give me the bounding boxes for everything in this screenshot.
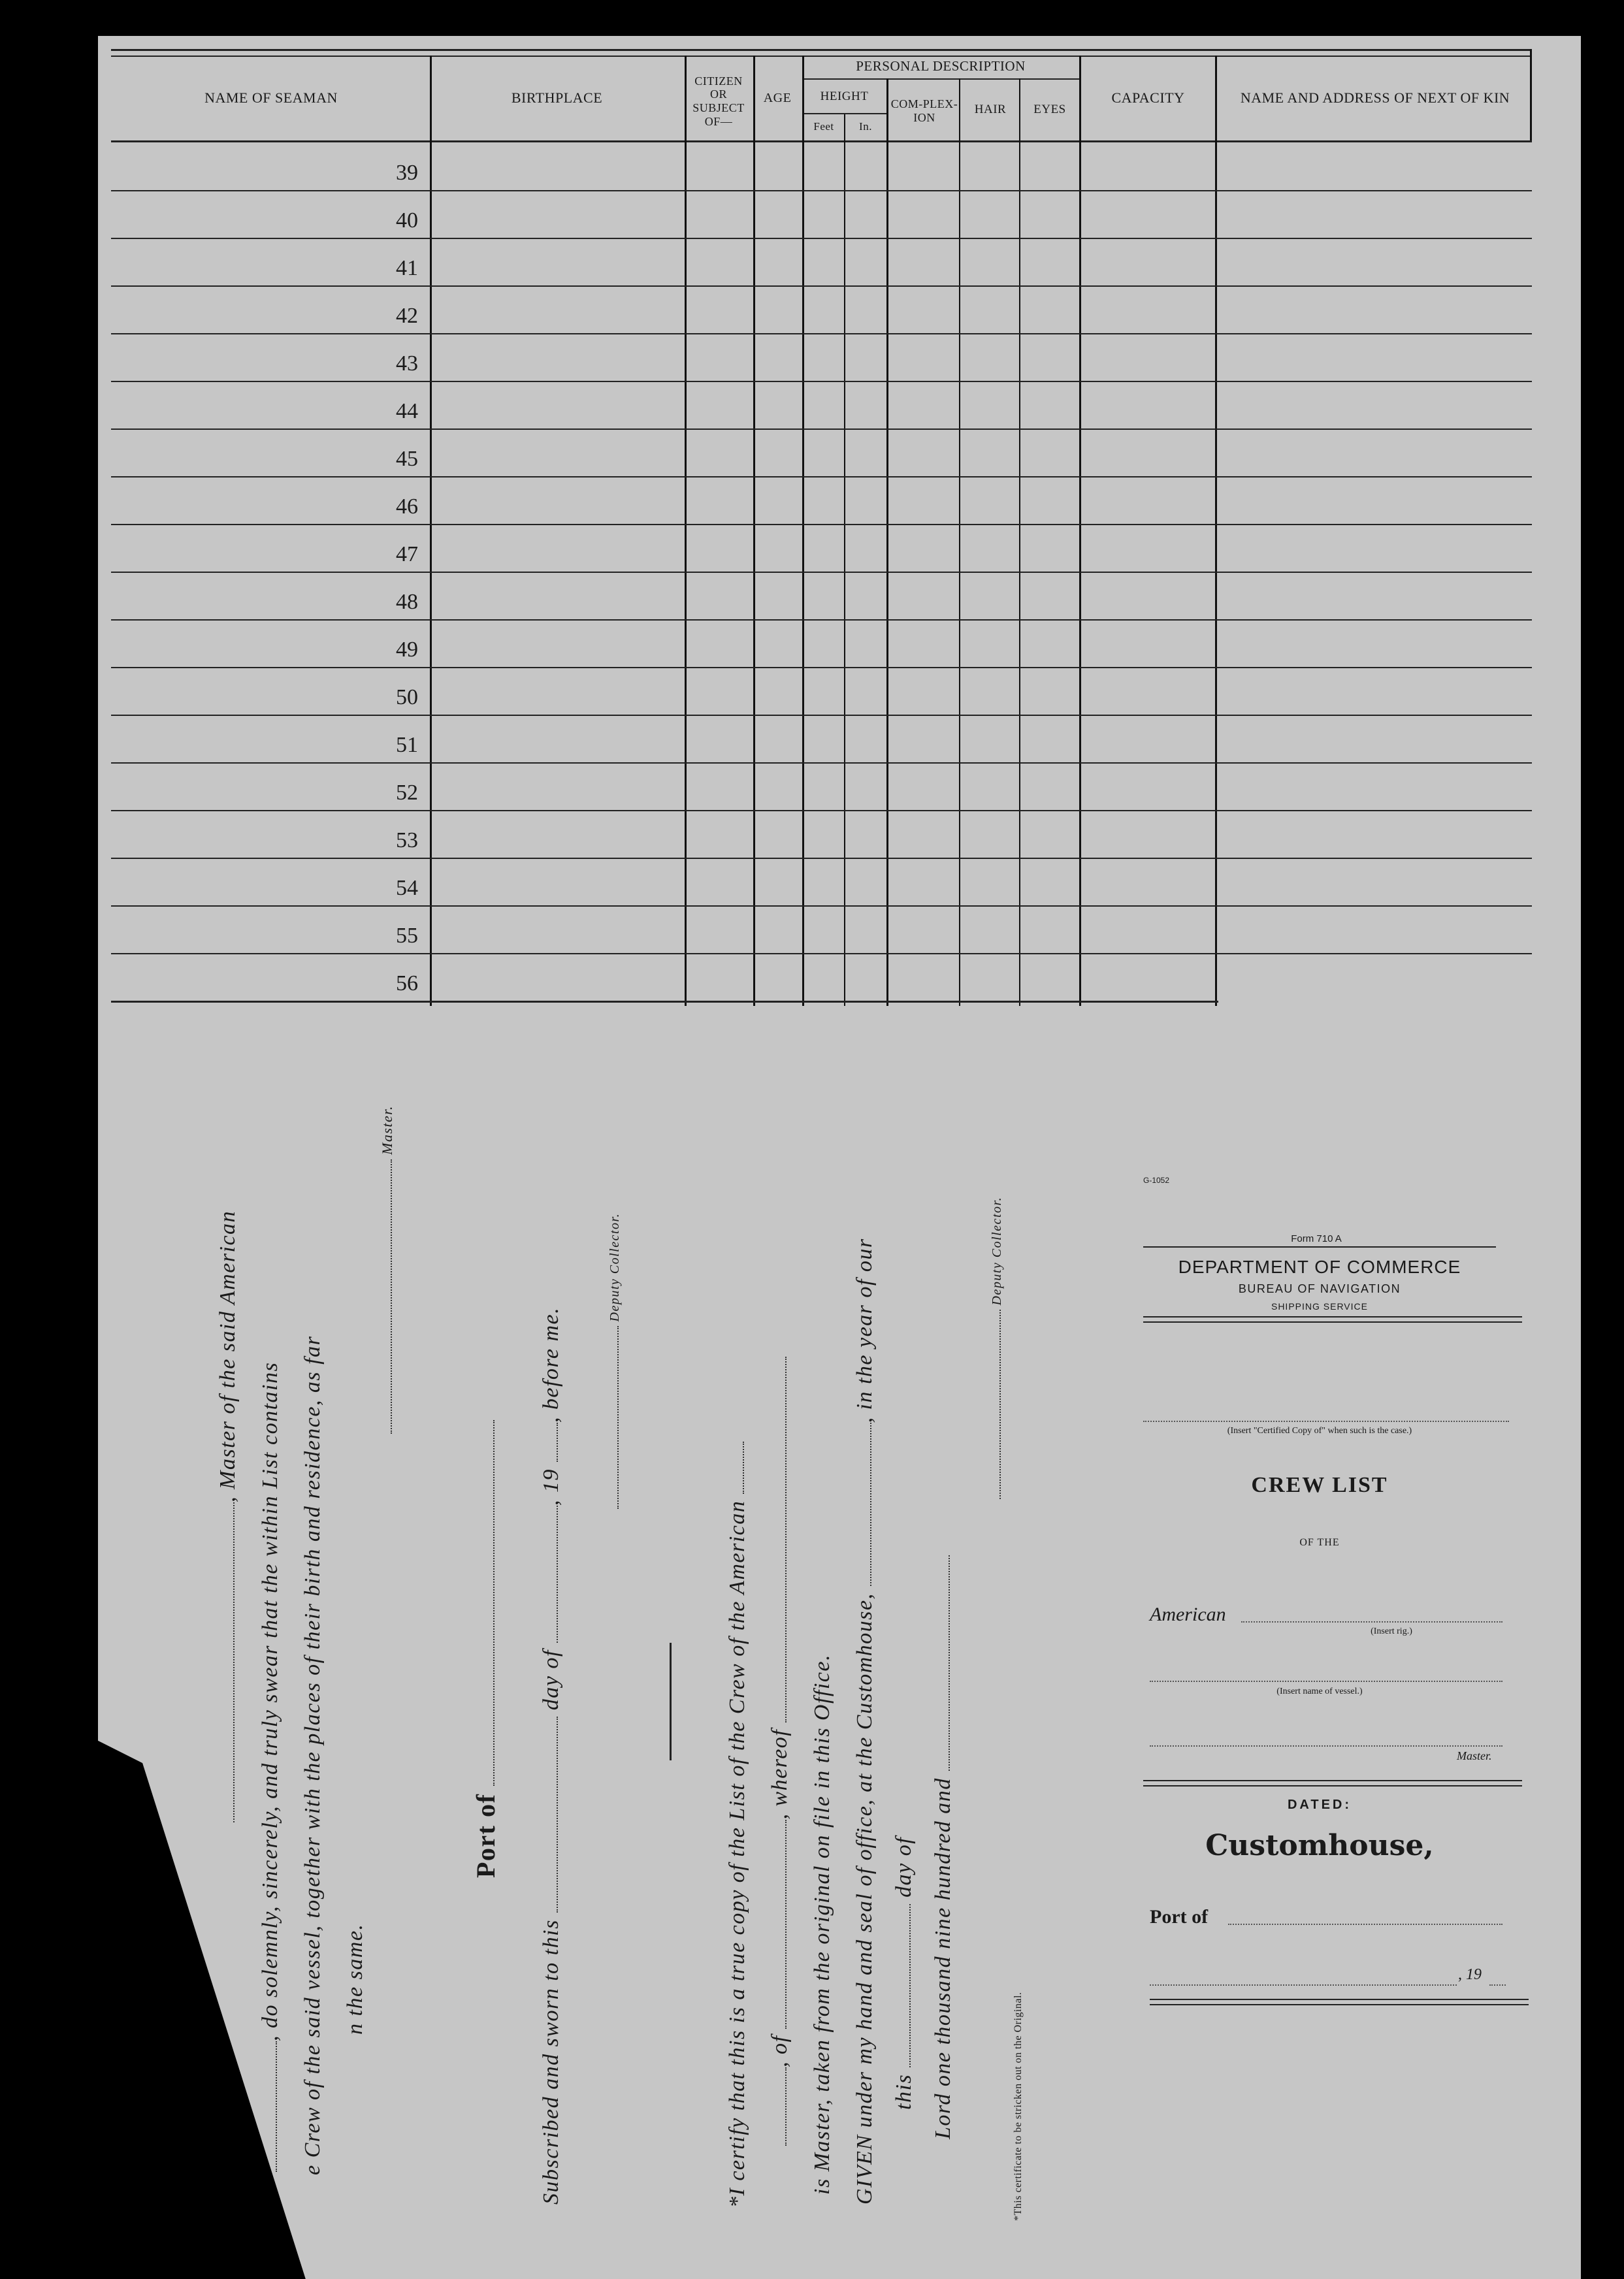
row-rule [111,190,1532,191]
cover-rule-1 [1143,1316,1522,1323]
cover-port-line [1228,1924,1502,1925]
divider-2 [685,56,687,1006]
american-label: American [1150,1604,1226,1625]
oath-master: Master. [379,1105,396,1434]
col-header-name: NAME OF SEAMAN [204,89,338,106]
row-rule [111,524,1532,525]
divider-4 [802,56,804,1006]
row-number: 39 [396,161,418,185]
divider-1 [430,56,432,1006]
certificate-footnote: *This certificate to be stricken out on the Original. [1013,1992,1024,2221]
form-rule [1143,1246,1496,1248]
row-number: 46 [396,494,418,519]
of-the-label: OF THE [1299,1537,1340,1548]
col-header-complexion: COM-PLEX-ION [890,97,958,124]
cover-year-label: , 19 [1458,1966,1482,1983]
divider-feet-in [844,114,845,1006]
certificate-line-this: this day of [892,1836,916,2110]
oath-subscribed: Subscribed and sworn to this day of , 19 , before me. [539,1306,563,2205]
cover-endorsement [1143,1176,1535,2058]
oath-deputy-collector: Deputy Collector. [608,1213,623,1509]
oath-port-of: Port of [470,1420,501,1878]
row-number: 41 [396,256,418,280]
col-header-capacity: CAPACITY [1111,89,1185,106]
section-separator [670,1643,672,1760]
header-bottom-rule [111,140,1532,142]
row-number: 53 [396,828,418,852]
service-name: SHIPPING SERVICE [1271,1301,1368,1312]
row-number: 43 [396,351,418,376]
row-number: 55 [396,924,418,948]
cover-rule-3 [1150,1999,1529,2005]
col-header-next-of-kin: NAME AND ADDRESS OF NEXT OF KIN [1240,89,1510,106]
row-rule [111,810,1532,811]
certificate-deputy-collector: Deputy Collector. [990,1197,1005,1499]
col-header-birthplace: BIRTHPLACE [511,89,603,106]
row-number: 48 [396,590,418,614]
row-rule [111,476,1532,477]
col-header-personal-description: PERSONAL DESCRIPTION [856,57,1026,74]
row-rule [111,858,1532,859]
col-header-eyes: EYES [1033,103,1066,117]
master-line [1150,1745,1502,1747]
row-number: 54 [396,876,418,900]
row-number: 56 [396,971,418,995]
insert-vessel-note: (Insert name of vessel.) [1276,1687,1363,1696]
col-header-citizen: CITIZEN OR SUBJECT OF— [692,74,745,128]
row-rule [111,715,1532,716]
row-rule [111,428,1532,430]
crew-list-title: CREW LIST [1251,1473,1388,1497]
row-rule [111,953,1532,954]
certificate-line-of: , of , whereof [768,1357,792,2146]
row-number: 47 [396,542,418,566]
row-rule [111,619,1532,621]
form-code: G-1052 [1143,1176,1170,1185]
row-rule [111,285,1532,287]
row-rule [111,381,1532,382]
row-number: 44 [396,399,418,423]
certificate-line-2: is Master, taken from the original on file in this Office. [810,1653,834,2195]
cover-port-of-label: Port of [1150,1906,1209,1928]
row-number: 40 [396,208,418,233]
vessel-name-line [1150,1681,1502,1682]
divider-9 [1215,56,1217,1006]
oath-section [163,1105,1143,2244]
cover-year-line [1489,1984,1506,1986]
divider-right [1530,49,1532,140]
certified-copy-line [1143,1421,1509,1422]
oath-line-1: , Master of the said American [216,1210,240,1822]
row-rule [111,762,1532,764]
col-header-feet: Feet [813,120,834,133]
divider-3 [753,56,755,1006]
divider-5 [886,78,888,1006]
row-number: 42 [396,304,418,328]
oath-line-4: n the same. [343,1923,367,2035]
row-rule [111,905,1532,907]
certificate-line-4: Lord one thousand nine hundred and [931,1555,956,2139]
rig-line [1241,1621,1502,1623]
col-header-height: HEIGHT [820,89,869,104]
row-number: 50 [396,685,418,709]
oath-line-2: , do solemnly, sincerely, and truly swear that the within List contains [258,1362,283,2172]
row-rule [111,572,1532,573]
col-header-hair: HAIR [974,103,1007,117]
master-label: Master. [1457,1749,1492,1762]
sub-rule-height [804,113,887,114]
row-number: 49 [396,638,418,662]
cover-date-line [1150,1984,1457,1986]
form-number: Form 710 A [1291,1233,1342,1244]
bureau-name: BUREAU OF NAVIGATION [1238,1282,1401,1295]
divider-8 [1079,56,1081,1006]
department-name: DEPARTMENT OF COMMERCE [1178,1257,1461,1277]
divider-6 [959,78,960,1006]
crew-table [111,49,1532,1006]
col-header-age: AGE [763,90,792,105]
insert-rig-note: (Insert rig.) [1371,1626,1412,1636]
oath-line-3: e Crew of the said vessel, together with the places of their birth and residence, as far [300,1335,325,2175]
cover-rule-2 [1143,1780,1522,1786]
row-rule [111,1001,1218,1003]
row-number: 51 [396,733,418,757]
row-number: 52 [396,781,418,805]
certificate-line-1: *I certify that this is a true copy of the List of the Crew of the American [725,1442,750,2208]
insert-certified-note: (Insert "Certified Copy of" when such is the case.) [1227,1426,1412,1436]
row-number: 45 [396,447,418,471]
certificate-line-3: GIVEN under my hand and seal of office, at the Customhouse, , in the year of our [853,1238,877,2205]
customhouse-label: Customhouse, [1205,1829,1434,1862]
row-rule [111,333,1532,334]
top-rule [111,49,1532,51]
sub-rule-personal [804,78,1081,80]
col-header-inches: In. [859,120,872,133]
dated-label: DATED: [1287,1798,1352,1812]
row-rule [111,667,1532,668]
divider-7 [1019,78,1020,1006]
row-rule [111,238,1532,239]
